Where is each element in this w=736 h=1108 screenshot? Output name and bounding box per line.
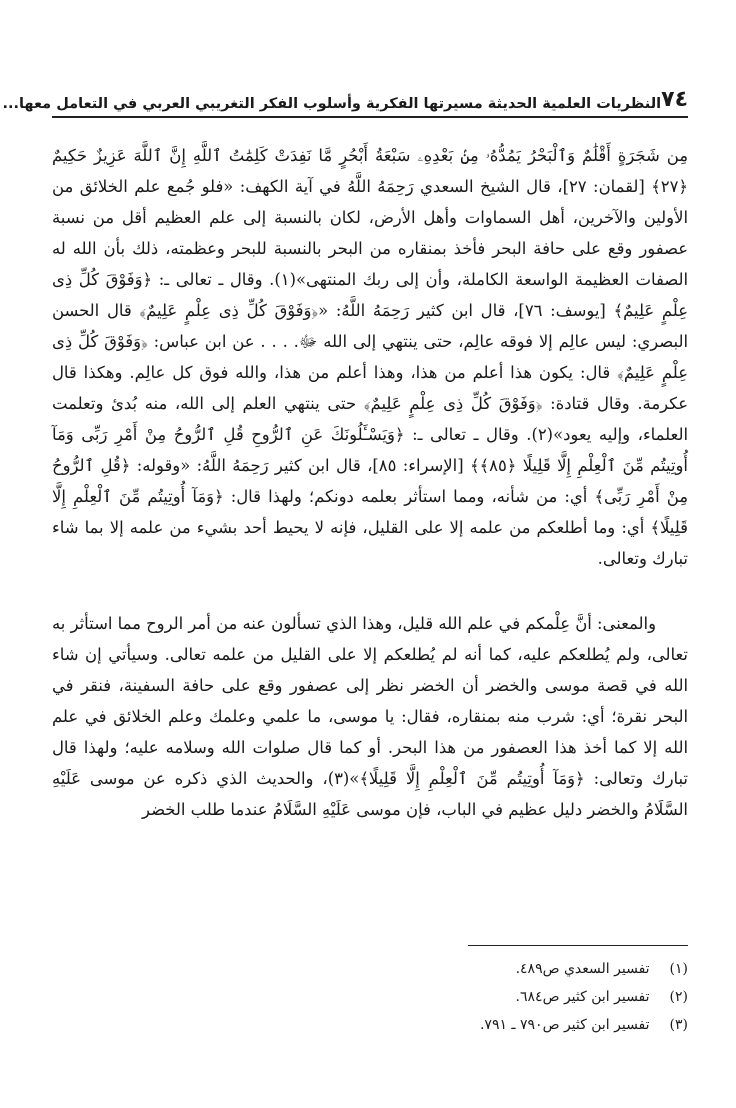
footnote-separator xyxy=(468,945,688,946)
footnote-text: تفسير السعدي ص٤٨٩. xyxy=(515,961,650,977)
page-header xyxy=(2,82,688,118)
footnote-text: تفسير ابن كثير ص٦٨٤. xyxy=(515,989,650,1005)
running-title: النظريات العلمية الحديثة مسيرتها الفكرية وأسلوب الفكر التغريبي العربي في التعامل معها... xyxy=(2,96,662,112)
footnote-number: (٢) xyxy=(669,989,688,1005)
paragraph-1: مِن شَجَرَةٍ أَقْلَٰمٌ وَٱلْبَحْرُ يَمُدُّهُۥ مِنۢ بَعْدِهِۦ سَبْعَةُ أَبْحُرٍ مَّا نَفِدَتْ كَلِمَٰتُ ٱللَّهِ إِنَّ ٱللَّهَ عَزِيزٌ حَكِيمٌ ﴿٢٧﴾ [لقمان: ٢٧]، قال الشيخ السعدي رَحِمَهُ اللَّهُ في آية الكهف: «فلو جُمع علم الخلائق من الأولين والآخرين، أهل السماوات وأهل الأرض، لكان بالنسبة إلى علم العظيم أقل من نسبة عصفور وقع على حافة البحر فأخذ بمنقاره من البحر بالنسبة للبحر وعظمته، ذلك بأن الله له الصفات العظيمة الواسعة الكاملة، وأن إلى ربك المنتهى»(١). وقال ـ تعالى ـ: ﴿وَفَوْقَ كُلِّ ذِى عِلْمٍ عَلِيمٌ﴾ [يوسف: ٧٦]، قال ابن كثير رَحِمَهُ اللَّهُ: «﴿وَفَوْقَ كُلِّ ذِى عِلْمٍ عَلِيمٌ﴾ قال الحسن البصري: ليس عالِم إلا فوقه عالِم، حتى ينتهي إلى الله ﷻ. . . . عن ابن عباس: ﴿وَفَوْقَ كُلِّ ذِى عِلْمٍ عَلِيمٌ﴾ قال: يكون هذا أعلم من هذا، وهذا أعلم من هذا، والله فوق كل عالِم. وهكذا قال عكرمة. وقال قتادة: ﴿وَفَوْقَ كُلِّ ذِى عِلْمٍ عَلِيمٌ﴾ حتى ينتهي العلم إلى الله، منه بُدئ وتعلمت العلماء، وإليه يعود»(٢). وقال ـ تعالى ـ: ﴿وَيَسْـَٔلُونَكَ عَنِ ٱلرُّوحِ قُلِ ٱلرُّوحُ مِنْ أَمْرِ رَبِّى وَمَآ أُوتِيتُم مِّنَ ٱلْعِلْمِ إِلَّا قَلِيلًا ﴿٨٥﴾﴾ [الإسراء: ٨٥]، قال ابن كثير رَحِمَهُ اللَّهُ: «وقوله: ﴿قُلِ ٱلرُّوحُ مِنْ أَمْرِ رَبِّى﴾ أي: من شأنه، ومما استأثر بعلمه دونكم؛ ولهذا قال: ﴿وَمَآ أُوتِيتُم مِّنَ ٱلْعِلْمِ إِلَّا قَلِيلًا﴾ أي: وما أطلعكم من علمه إلا على القليل، فإنه لا يحيط أحد بشيء من علمه إلا بما شاء تبارك وتعالى. xyxy=(52,146,689,568)
footnote-item xyxy=(352,955,688,983)
main-text xyxy=(52,140,688,825)
footnote-item xyxy=(352,1011,688,1039)
footnote-text: تفسير ابن كثير ص٧٩٠ ـ ٧٩١. xyxy=(479,1017,650,1033)
footnote-number: (١) xyxy=(669,961,688,977)
footnotes-list xyxy=(352,955,688,1039)
page-number: ٧٤ xyxy=(661,87,688,112)
footnote-item xyxy=(352,983,688,1011)
footnote-number: (٣) xyxy=(669,1017,688,1033)
paragraph-2: والمعنى: أنَّ عِلْمكم في علم الله قليل، وهذا الذي تسألون عنه من أمر الروح مما استأثر به تعالى، ولم يُطلعكم عليه، كما أنه لم يُطلعكم إلا على القليل من علمه تعالى. وسيأتي إن شاء الله في قصة موسى والخضر أن الخضر نظر إلى عصفور وقع على حافة السفينة، فنقر في البحر نقرة؛ أي: شرب منه بمنقاره، فقال: يا موسى، ما علمي وعلمك وعلم الخلائق في علم الله إلا كما أخذ هذا العصفور من هذا البحر. أو كما قال صلوات الله وسلامه عليه؛ ولهذا قال تبارك وتعالى: ﴿وَمَآ أُوتِيتُم مِّنَ ٱلْعِلْمِ إِلَّا قَلِيلًا﴾»(٣)، والحديث الذي ذكره عن موسى عَلَيْهِ السَّلَامُ والخضر دليل عظيم في الباب، فإن موسى عَلَيْهِ السَّلَامُ عندما طلب الخضر xyxy=(52,614,688,819)
